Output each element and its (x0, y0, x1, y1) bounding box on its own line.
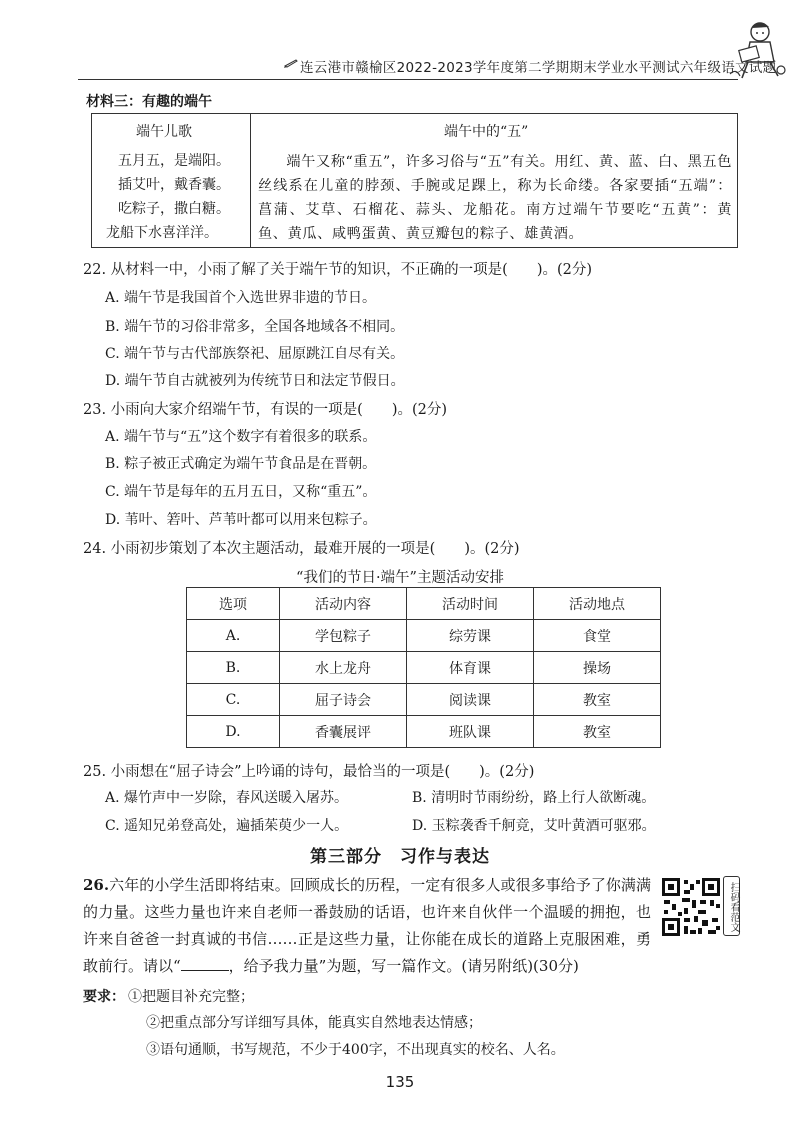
table-cell: 香囊展评 (280, 716, 407, 748)
q25-option-c: C. 遥知兄弟登高处，遍插茱萸少一人。 (105, 818, 349, 834)
activity-table (186, 587, 661, 748)
q25-option-d: D. 玉粽袭香千舸竞，艾叶黄酒可驱邪。 (412, 818, 656, 834)
table-cell: 教室 (534, 716, 661, 748)
page-number: 135 (385, 1073, 415, 1091)
table-row (187, 716, 661, 748)
table-cell: 综劳课 (407, 620, 534, 652)
requirements-label: 要求： (83, 989, 125, 1005)
requirement-item: ③语句通顺，书写规范，不少于400字，不出现真实的校名、人名。 (146, 1042, 565, 1058)
header-cell: 活动时间 (407, 588, 534, 620)
q22-option-d: D. 端午节自古就被列为传统节日和法定节假日。 (105, 373, 405, 389)
song-title: 端午儿歌 (136, 124, 192, 140)
q23-option-c: C. 端午节是每年的五月五日，又称“重五”。 (105, 484, 377, 500)
requirement-item: ①把题目补充完整； (128, 989, 254, 1005)
requirement-item: ②把重点部分写详细写具体，能真实自然地表达情感； (146, 1015, 482, 1031)
song-line: 龙船下水喜洋洋。 (106, 225, 218, 241)
q23-option-b: B. 粽子被正式确定为端午节食品是在晋朝。 (105, 456, 377, 472)
q23-option-a: A. 端午节与“五”这个数字有着很多的联系。 (105, 429, 377, 445)
q22-option-c: C. 端午节与古代部族祭祀、屈原跳江自尽有关。 (105, 346, 405, 362)
question-26-prompt (83, 872, 651, 980)
table-cell: C. (187, 684, 280, 716)
table-cell: 水上龙舟 (280, 652, 407, 684)
question-24-stem: 24. 小雨初步策划了本次主题活动，最难开展的一项是( )。(2分) (83, 541, 520, 557)
table-divider (250, 114, 251, 247)
q22-option-b: B. 端午节的习俗非常多，全国各地域各不相同。 (105, 319, 405, 335)
header-rule (78, 79, 738, 80)
qr-label: 扫码看范文 (723, 876, 740, 936)
song-line: 吃粽子，撒白糖。 (118, 201, 230, 217)
table-cell: 体育课 (407, 652, 534, 684)
table-cell: B. (187, 652, 280, 684)
table-cell: 教室 (534, 684, 661, 716)
question-25-stem: 25. 小雨想在“屈子诗会”上吟诵的诗句，最恰当的一项是( )。(2分) (83, 764, 535, 780)
material-table (91, 113, 738, 248)
pen-icon (284, 58, 298, 68)
table-row (187, 652, 661, 684)
table-cell: 阅读课 (407, 684, 534, 716)
qr-code-icon (660, 876, 722, 938)
activity-table-caption: “我们的节日·端午”主题活动安排 (296, 570, 504, 586)
question-26-number: 26. (83, 876, 110, 894)
q25-option-b: B. 清明时节雨纷纷，路上行人欲断魂。 (412, 790, 656, 806)
table-cell: 学包粽子 (280, 620, 407, 652)
table-row (187, 684, 661, 716)
song-line: 插艾叶，戴香囊。 (118, 177, 230, 193)
table-cell: 操场 (534, 652, 661, 684)
song-line: 五月五，是端阳。 (118, 153, 230, 169)
header-cell: 活动地点 (534, 588, 661, 620)
q22-option-a: A. 端午节是我国首个入选世界非遗的节日。 (105, 290, 377, 306)
section-title: 第三部分 习作与表达 (310, 847, 490, 867)
table-cell: 班队课 (407, 716, 534, 748)
q25-option-a: A. 爆竹声中一岁除，春风送暖入屠苏。 (105, 790, 349, 806)
prompt-text-end: ，给予我力量”为题，写一篇作文。(请另附纸)(30分) (228, 957, 579, 975)
question-22-stem: 22. 从材料一中，小雨了解了关于端午节的知识，不正确的一项是( )。(2分) (83, 262, 593, 278)
material-heading: 材料三：有趣的端午 (86, 94, 212, 110)
five-paragraph: 端午又称“重五”，许多习俗与“五”有关。用红、黄、蓝、白、黑五色丝线系在儿童的脖颈、手腕或足踝上，称为长命缕。各家要插“五端”：菖蒲、艾草、石榴花、蒜头、龙船花。南方过端午节要吃“五黄”：黄鱼、黄瓜、咸鸭蛋黄、黄豆瓣包的粽子、雄黄酒。 (258, 154, 732, 242)
table-cell: A. (187, 620, 280, 652)
title-blank (181, 956, 229, 971)
table-cell: 屈子诗会 (280, 684, 407, 716)
exam-header-title: 连云港市赣榆区2022-2023学年度第二学期期末学业水平测试六年级语文试题 (300, 60, 777, 76)
table-cell: D. (187, 716, 280, 748)
q23-option-d: D. 苇叶、箬叶、芦苇叶都可以用来包粽子。 (105, 512, 377, 528)
prompt-text: 六年的小学生活即将结束。回顾成长的历程，一定有很多人或很多事给予了你满满的力量。这些力量也许来自老师一番鼓励的话语，也许来自伙伴一个温暖的拥抱，也许来自爸爸一封真诚的书信……正是这些力量，让你能在成长的道路上克服困难，勇敢前行。请以“ (83, 876, 651, 975)
table-row (187, 620, 661, 652)
reading-child-mascot-icon (726, 18, 788, 84)
header-cell: 选项 (187, 588, 280, 620)
header-cell: 活动内容 (280, 588, 407, 620)
table-cell: 食堂 (534, 620, 661, 652)
five-title: 端午中的“五” (444, 124, 529, 140)
table-header-row (187, 588, 661, 620)
question-23-stem: 23. 小雨向大家介绍端午节，有误的一项是( )。(2分) (83, 402, 448, 418)
